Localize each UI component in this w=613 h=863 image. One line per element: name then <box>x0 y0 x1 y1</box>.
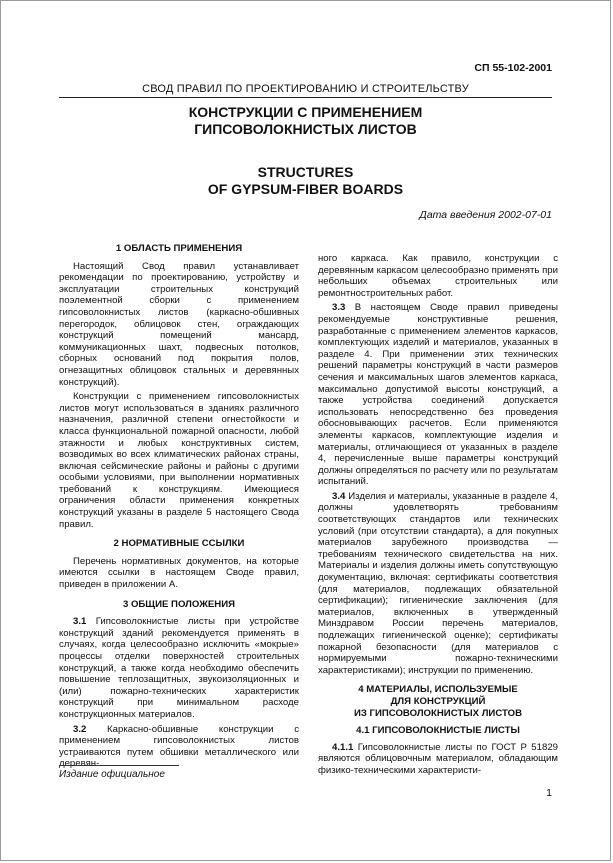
clause-4-1-1-number: 4.1.1 <box>332 741 354 753</box>
page-number: 1 <box>546 787 552 799</box>
title-english <box>59 164 552 198</box>
clause-3-3-text: В настоящем Своде правил приведены рекомендуемые конструктивные решения, разработанные с применением элементов каркасов, комплектующих изделий и материалов, указанных в разделе 4. При применении этих технических решений параметры конструкций в части размеров сечения и максимальных шагов элементов каркаса, максимально допустимой высоты конструкций, а также устройства соединений допускается использовать непосредственно без проведения обосновывающих расчетов. Если применяются элементы каркасов, комплектующие изделия и материалы, отличающиеся от указанных в разделе 4, перечисленные выше параметры конструкций должны определяться по расчету или по результатам испытаний. <box>318 302 558 488</box>
clause-4-1-1 <box>318 742 558 777</box>
title-ru-line1: КОНСТРУКЦИИ С ПРИМЕНЕНИЕМ <box>188 104 423 120</box>
section-1-paragraph-2: Конструкции с применением гипсоволокнистых листов могут использоваться в зданиях различного назначения, различной степени огнестойкости и класса функциональной пожарной опасности, любой этажности и любых конструктивных систем, возводимых во всех климатических районах страны, включая сейсмические районы и районы с другими особыми условиями, при выполнении нормативных требований к конструкциям. Имеющиеся ограничения области применения конкретных конструкций указаны в разделе 5 настоящего Свода правил. <box>59 391 299 530</box>
header-rule <box>59 97 552 98</box>
clause-3-3-number: 3.3 <box>332 302 346 314</box>
title-ru-line2: ГИПСОВОЛОКНИСТЫХ ЛИСТОВ <box>194 121 417 137</box>
section-3-title: 3 ОБЩИЕ ПОЛОЖЕНИЯ <box>122 598 236 610</box>
title-en-line2: OF GYPSUM-FIBER BOARDS <box>207 181 404 197</box>
clause-3-2 <box>59 724 299 770</box>
clause-4-1-1-text: Гипсоволокнистые листы по ГОСТ Р 51829 являются облицовочным материалом, обладающим физико-техническими характеристи- <box>318 741 558 776</box>
section-4-title-line3: ИЗ ГИПСОВОЛОКНИСТЫХ ЛИСТОВ <box>353 707 523 719</box>
doc-number: СП 55-102-2001 <box>474 62 552 74</box>
clause-3-1-text: Гипсоволокнистые листы при устройстве конструкций зданий рекомендуется применять в случаях, когда целесообразно исключить «мокрые» процессы отделки поверхностей строительных конструкций, а также когда необходимо обеспечить повышение теплозащитных, звукоизоляционных и (или) пожарно-технических характеристик конструкций при минимальном расходе конструкционных материалов. <box>59 616 299 720</box>
clause-3-3 <box>318 302 558 488</box>
clause-3-4-number: 3.4 <box>332 490 346 502</box>
clause-3-4-text: Изделия и материалы, указанные в разделе 4, должны удовлетворять требованиям соответствующих стандартов или технических условий (при отсутствии стандарта), а для покупных материалов зарубежного производства — требованиям технического свидетельства на них. Материалы и изделия должны иметь сопутствующую документацию, включая: сертификаты соответствия (для материалов, подлежащих обязательной сертификации); гигиенические заключения (для материалов, включенных в утвержденный Минздравом России перечень материалов, подлежащих гигиенической оценке); сертификаты пожарной безопасности (для материалов с нормируемыми пожарно-техническими характеристиками); инструкции по применению. <box>318 490 558 676</box>
section-4-title <box>318 684 558 719</box>
series-line: СВОД ПРАВИЛ ПО ПРОЕКТИРОВАНИЮ И СТРОИТЕЛЬСТВУ <box>142 83 469 95</box>
section-4-title-line1: 4 МАТЕРИАЛЫ, ИСПОЛЬЗУЕМЫЕ <box>358 684 518 696</box>
clause-3-1 <box>59 616 299 720</box>
clause-3-1-number: 3.1 <box>73 616 87 628</box>
section-2-title: 2 НОРМАТИВНЫЕ ССЫЛКИ <box>113 538 245 550</box>
title-russian <box>59 104 552 138</box>
section-1-title: 1 ОБЛАСТЬ ПРИМЕНЕНИЯ <box>115 243 243 254</box>
section-1-paragraph-1: Настоящий Свод правил устанавливает рекомендации по проектированию, устройству и эксплуатации строительных конструкций поэлементной сборки с применением гипсоволокнистых листов (каркасно-обшивных перегородок, облицовок стен, ограждающих конструкций помещений мансард, коммуникационных шахт, подвесных потолков, сборных оснований под покрытия полов, огнезащитных облицовок стальных и деревянных конструкций). <box>59 260 299 388</box>
official-edition-note: Издание официальное <box>59 769 165 780</box>
section-2-paragraph-1: Перечень нормативных документов, на которые имеются ссылки в настоящем Своде правил, приведен в приложении А. <box>59 555 299 591</box>
intro-date: Дата введения 2002-07-01 <box>419 209 552 221</box>
section-4-title-line2: ДЛЯ КОНСТРУКЦИЙ <box>390 695 486 707</box>
clause-3-2-number: 3.2 <box>73 723 87 735</box>
right-column <box>318 253 558 777</box>
clause-3-4 <box>318 491 558 677</box>
title-en-line1: STRUCTURES <box>257 164 354 180</box>
continued-paragraph: ного каркаса. Как правило, конструкции с деревянным каркасом целесообразно применять при небольших объемах строительных или ремонтностроительных работ. <box>318 253 558 299</box>
footer-rule <box>59 765 179 766</box>
left-column <box>59 243 299 770</box>
subsection-4-1-title: 4.1 ГИПСОВОЛОКНИСТЫЕ ЛИСТЫ <box>356 725 520 737</box>
clause-3-2-text: Каркасно-обшивные конструкции с применением гипсоволокнистых листов устраиваются путем обшивки металлического или деревян- <box>59 723 299 770</box>
